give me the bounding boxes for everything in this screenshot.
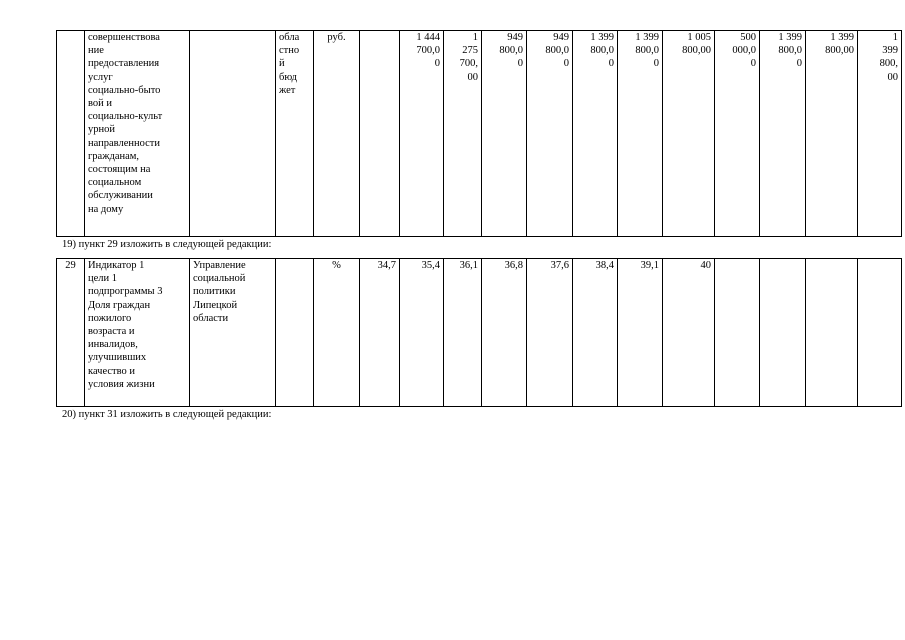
cell-unit: руб.: [314, 31, 360, 237]
cell-value: 1 399 800,0 0: [618, 31, 663, 237]
cell-value: 500 000,0 0: [715, 31, 760, 237]
cell-value: [715, 259, 760, 407]
cell-number: [57, 31, 85, 237]
cell-value: 1 399 800,0 0: [760, 31, 806, 237]
cell-value: 37,6: [527, 259, 573, 407]
indicator-table-item-29: [56, 258, 902, 407]
cell-value: 40: [663, 259, 715, 407]
cell-value: [806, 259, 858, 407]
cell-value: 36,8: [482, 259, 527, 407]
cell-source: обла стно й бюд жет: [276, 31, 314, 237]
cell-value: [858, 259, 902, 407]
indicator-table-continued: [56, 30, 902, 237]
cell-value: 1 399 800,0 0: [573, 31, 618, 237]
cell-value: 949 800,0 0: [527, 31, 573, 237]
amendment-note-19: 19) пункт 29 изложить в следующей редакции:: [62, 239, 272, 250]
amendment-note-20: 20) пункт 31 изложить в следующей редакции:: [62, 409, 272, 420]
table-row: [57, 259, 902, 407]
cell-indicator-name: совершенствова ние предоставления услуг социально-быто вой и социально-культ урной направленности гражданам, состоящим на социальном обслуживании на дому: [85, 31, 190, 237]
cell-value: 38,4: [573, 259, 618, 407]
cell-value: [760, 259, 806, 407]
cell-unit: %: [314, 259, 360, 407]
cell-value: 1 444 700,0 0: [400, 31, 444, 237]
cell-number: 29: [57, 259, 85, 407]
cell-value: 39,1: [618, 259, 663, 407]
cell-value: 1 399 800, 00: [858, 31, 902, 237]
cell-value: 1 275 700, 00: [444, 31, 482, 237]
cell-value: 1 399 800,00: [806, 31, 858, 237]
cell-value: 35,4: [400, 259, 444, 407]
cell-source: [276, 259, 314, 407]
table-row: [57, 31, 902, 237]
cell-value: 36,1: [444, 259, 482, 407]
cell-value: [360, 31, 400, 237]
cell-value: 34,7: [360, 259, 400, 407]
cell-executor: [190, 31, 276, 237]
cell-value: 949 800,0 0: [482, 31, 527, 237]
cell-value: 1 005 800,00: [663, 31, 715, 237]
cell-indicator-name: Индикатор 1 цели 1 подпрограммы 3 Доля граждан пожилого возраста и инвалидов, улучшивших качество и условия жизни: [85, 259, 190, 407]
cell-executor: Управление социальной политики Липецкой области: [190, 259, 276, 407]
